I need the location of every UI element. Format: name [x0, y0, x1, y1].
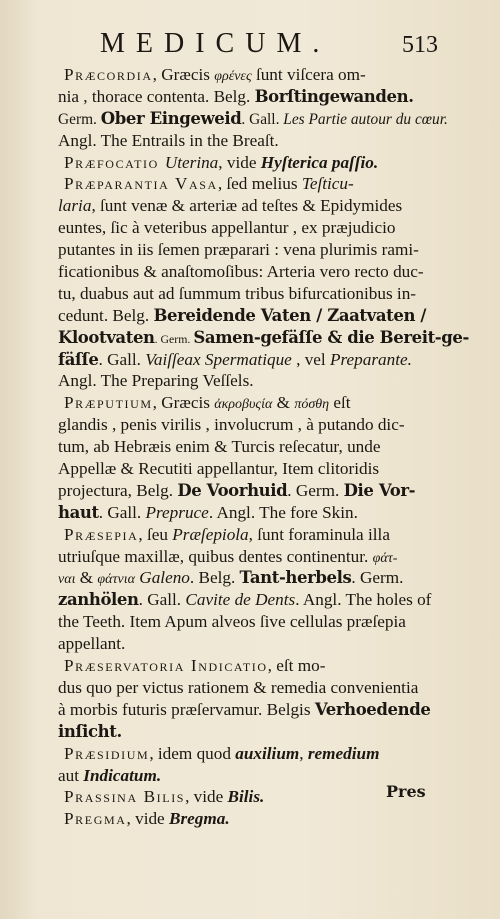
text-run: à morbis futuris præſervamur. Belgis [58, 699, 315, 719]
headword: Prassina Bilis [64, 787, 186, 807]
text-line [58, 305, 450, 327]
german-term: Samen-gefäſſe & die Bereit-ge- [193, 327, 469, 347]
text-line [58, 327, 469, 349]
headword: Pregma [64, 809, 127, 829]
text-run: & [272, 393, 295, 413]
text-line [58, 349, 450, 371]
text-run: , idem quod [149, 743, 236, 763]
text-run: , eſt mo- [267, 656, 326, 676]
text-line [58, 589, 450, 611]
text-line: glandis , penis virilis , involucrum , à putando dic- [58, 415, 405, 435]
text-run: . Angl. The fore Skin. [208, 502, 358, 522]
text-run: Germ. [58, 110, 101, 128]
catchword: Pres [386, 782, 426, 801]
text-line: Appellæ & Recutiti appellantur, Item clitoridis [58, 459, 380, 479]
headword: Præfocatio [64, 152, 165, 172]
text-run: . Angl. The holes of [295, 590, 432, 610]
page-number: 513 [402, 32, 438, 58]
headword: Præcordia [64, 65, 153, 84]
text-run: . Gall. [138, 590, 186, 610]
text-run: laria [58, 196, 92, 216]
text-line: putantes in iis ſemen præparari : vena plurimis rami- [58, 240, 419, 260]
headword: Præservatoria Indicatio [64, 656, 268, 676]
french-term: Les Partie autour du cœur. [283, 110, 448, 128]
headword: Præparantia Vasa [64, 174, 218, 194]
headword: Præputium [64, 393, 153, 413]
german-term: fäſſe [58, 349, 99, 369]
dutch-term: De Voorhuid [177, 480, 288, 500]
text-run: . Germ. [154, 331, 194, 346]
headword: Præsidium [64, 743, 150, 763]
text-run: . Gall. [98, 502, 146, 522]
running-title: MEDICUM. [100, 28, 331, 59]
cross-reference: Hyſterica paſſio. [260, 152, 379, 172]
text-run: , vide [185, 787, 228, 807]
text-line: ficationibus & anaſtomoſibus: Arteria vero recto duc- [58, 262, 424, 282]
text-line [58, 480, 450, 502]
text-run: , ſunt foraminula illa [248, 524, 390, 544]
entry-praeputium [58, 392, 450, 414]
text-run: , Græcis [152, 65, 215, 84]
text-run: utriuſque maxillæ, quibus dentes continentur. [58, 546, 373, 566]
text-run: nia , thorace contenta. Belg. [58, 86, 255, 106]
text-line: dus quo per victus rationem & remedia convenientia [58, 677, 419, 697]
text-line [58, 546, 450, 568]
text-run: ſunt viſcera om- [251, 65, 366, 84]
text-run: Uterina [164, 152, 219, 172]
entry-praesidium [58, 743, 450, 765]
german-term: Ober Eingeweid [100, 108, 242, 128]
text-line: appellant. [58, 634, 126, 654]
text-run: & [75, 568, 98, 588]
german-term: Die Vor- [343, 480, 416, 500]
french-term: Prepruce [145, 502, 209, 522]
text-run: . Gall. [98, 349, 146, 369]
greek-term: ναι [58, 572, 76, 588]
dutch-term: Klootvaten [58, 327, 155, 347]
cross-reference: remedium [307, 743, 380, 763]
text-run: aut [58, 765, 84, 785]
text-run: , [299, 743, 308, 763]
headword: Præsepia [64, 524, 139, 544]
cross-reference: Bilis. [227, 787, 265, 807]
text-run: Teſticu- [301, 174, 354, 194]
entry-pregma [58, 808, 450, 830]
text-run: , vel [291, 349, 330, 369]
text-run: . Belg. [189, 568, 240, 588]
text-run: . Germ. [287, 480, 344, 500]
text-line [58, 195, 450, 217]
dutch-term: inſicht. [58, 721, 122, 741]
dutch-term: Verhoedende [314, 699, 431, 719]
text-line [58, 567, 450, 589]
text-line [58, 502, 450, 524]
greek-term: φάτνια [97, 572, 135, 588]
text-run: . Gall. [241, 110, 284, 128]
text-line [58, 721, 450, 743]
german-term: zanhölen [58, 590, 139, 610]
cross-reference: Indicatum. [83, 765, 162, 785]
text-run: , ſeu [138, 524, 173, 544]
text-run: . Germ. [351, 568, 404, 588]
entry-praecordia [58, 64, 450, 86]
text-run: , ſed melius [217, 174, 302, 194]
cross-reference: auxilium [235, 743, 300, 763]
french-term: Preparante. [330, 349, 412, 369]
text-run: , vide [126, 809, 169, 829]
text-run: , Græcis [152, 393, 215, 413]
text-line [58, 108, 450, 130]
dutch-term: Tant-herbels [239, 568, 352, 588]
dutch-term: Borſtingewanden. [254, 86, 414, 106]
text-run: Galeno [139, 568, 190, 588]
text-run: cedunt. Belg. [58, 305, 154, 325]
text-run: Præſepiola [172, 524, 249, 544]
text-line: tum, ab Hebræis enim & Turcis reſecatur, unde [58, 437, 381, 457]
french-term: Vaiſſeax Spermatique [145, 349, 292, 369]
greek-term: φάτ- [372, 550, 398, 566]
greek-term: φρένες [214, 69, 252, 84]
page-header [0, 28, 500, 62]
french-term: Cavite de Dents [185, 590, 296, 610]
text-run: , ſunt venæ & arteriæ ad teſtes & Epidymides [91, 196, 403, 216]
text-line [58, 86, 450, 108]
text-line: tu, duabus aut ad ſummum tribus bifurcationibus in- [58, 283, 417, 303]
dictionary-text [58, 64, 469, 830]
greek-term: ἀκροβυςία [214, 397, 273, 413]
entry-praefocatio [58, 152, 450, 174]
text-run: , vide [218, 152, 261, 172]
text-run: projectura, Belg. [58, 480, 178, 500]
entry-praeservatoria [58, 655, 450, 677]
greek-term: πόσθη [294, 397, 330, 413]
entry-praeparantia [58, 173, 450, 195]
text-line [58, 699, 450, 721]
text-line: Angl. The Entrails in the Breaſt. [58, 130, 279, 150]
text-line: euntes, ſic à veteribus appellantur , ex præjudicio [58, 218, 396, 238]
cross-reference: Bregma. [168, 809, 230, 829]
german-term: haut [58, 502, 99, 522]
text-run: eſt [329, 393, 351, 413]
entry-praesepia [58, 524, 450, 546]
dutch-term: Bereidende Vaten / Zaatvaten / [153, 305, 427, 325]
text-line: Angl. The Preparing Veſſels. [58, 371, 254, 391]
text-line: the Teeth. Item Apum alveos ſive cellulas præſepia [58, 612, 406, 632]
